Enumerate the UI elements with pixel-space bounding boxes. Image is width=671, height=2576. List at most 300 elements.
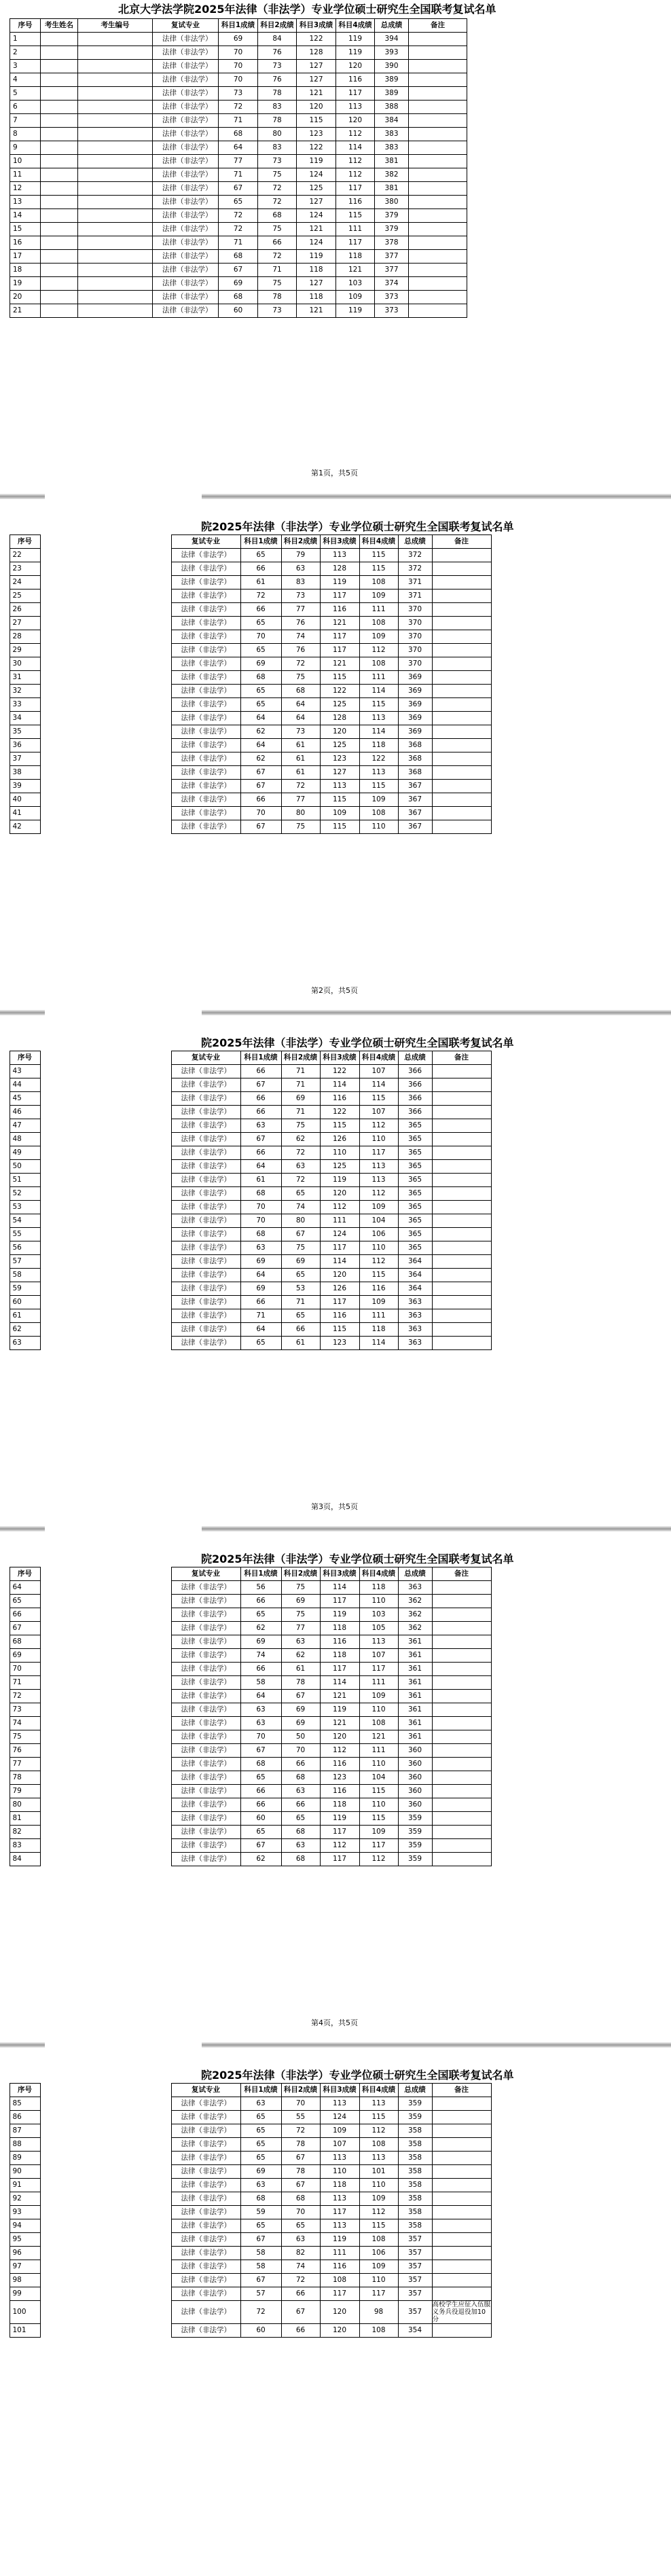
spacer [0, 1622, 10, 1635]
cell-exam-id [78, 209, 153, 223]
cell-s3: 110 [320, 1146, 359, 1160]
cell-note [432, 1146, 491, 1160]
cell-major: 法律（非法学） [171, 1595, 240, 1608]
cell-s4: 113 [359, 2152, 398, 2165]
cell-major: 法律（非法学） [171, 657, 240, 671]
cell-s4: 115 [359, 698, 398, 712]
cell-major: 法律（非法学） [153, 128, 219, 141]
separator-left [0, 494, 45, 499]
table-row [0, 644, 491, 657]
cell-s2: 73 [258, 155, 297, 168]
cell-total: 365 [398, 1214, 432, 1228]
cell-major: 法律（非法学） [171, 725, 240, 739]
cell-s1: 65 [240, 685, 281, 698]
spacer [0, 589, 10, 603]
blank-area [40, 1826, 171, 1839]
cell-seq-no: 41 [10, 807, 40, 820]
blank-area [40, 1798, 171, 1812]
cell-s1: 65 [240, 698, 281, 712]
table-row [0, 685, 491, 698]
cell-s2: 69 [281, 1092, 320, 1106]
cell-seq-no: 60 [10, 1296, 40, 1309]
cell-total: 372 [398, 562, 432, 576]
cell-s1: 61 [240, 1174, 281, 1187]
cell-s3: 113 [320, 549, 359, 562]
cell-s2: 65 [281, 1187, 320, 1201]
cell-major: 法律（非法学） [171, 1065, 240, 1078]
spacer [0, 1241, 10, 1255]
cell-exam-id [78, 60, 153, 73]
cell-note [432, 1296, 491, 1309]
cell-s2: 67 [281, 2179, 320, 2192]
page-5 [0, 2065, 671, 2576]
cell-total: 361 [398, 1730, 432, 1744]
blank-area [40, 2287, 171, 2301]
cell-s2: 71 [281, 1106, 320, 1119]
cell-s2: 75 [281, 1581, 320, 1595]
cell-s3: 126 [320, 1133, 359, 1146]
cell-major: 法律（非法学） [171, 1717, 240, 1730]
cell-seq-no: 59 [10, 1282, 40, 1296]
cell-exam-id [78, 250, 153, 264]
cell-total: 357 [398, 2233, 432, 2247]
cell-seq-no: 62 [10, 1323, 40, 1337]
score-table [0, 2083, 492, 2338]
cell-s3: 117 [320, 1853, 359, 1866]
cell-s2: 61 [281, 766, 320, 780]
spacer [0, 2287, 10, 2301]
table-row [0, 549, 491, 562]
cell-seq-no: 15 [10, 223, 41, 236]
cell-s3: 113 [320, 2219, 359, 2233]
blank-area [40, 1676, 171, 1690]
blank-area [40, 698, 171, 712]
cell-s1: 68 [240, 1187, 281, 1201]
cell-total: 357 [398, 2287, 432, 2301]
cell-total: 365 [398, 1241, 432, 1255]
cell-s4: 115 [359, 1092, 398, 1106]
cell-s4: 120 [336, 114, 375, 128]
cell-seq-no: 73 [10, 1703, 40, 1717]
table-row [0, 2324, 491, 2338]
cell-s1: 60 [219, 304, 258, 318]
cell-major: 法律（非法学） [171, 1744, 240, 1758]
table-row [10, 277, 467, 291]
cell-s1: 66 [240, 1092, 281, 1106]
table-row [10, 155, 467, 168]
spacer [0, 2084, 10, 2097]
column-header: 科目4成绩 [359, 535, 398, 549]
cell-s3: 118 [320, 1622, 359, 1635]
cell-name [41, 101, 78, 114]
cell-s3: 120 [320, 2301, 359, 2324]
cell-major: 法律（非法学） [171, 1106, 240, 1119]
cell-s4: 114 [336, 141, 375, 155]
cell-s2: 77 [281, 1622, 320, 1635]
cell-total: 365 [398, 1160, 432, 1174]
cell-s1: 58 [240, 2260, 281, 2274]
cell-seq-no: 79 [10, 1785, 40, 1798]
cell-note [432, 2206, 491, 2219]
cell-total: 370 [398, 617, 432, 630]
cell-total: 366 [398, 1106, 432, 1119]
cell-s3: 118 [320, 1798, 359, 1812]
cell-major: 法律（非法学） [153, 114, 219, 128]
cell-s2: 75 [281, 1241, 320, 1255]
cell-exam-id [78, 73, 153, 87]
cell-s4: 118 [336, 250, 375, 264]
cell-s1: 66 [240, 1065, 281, 1078]
cell-s1: 72 [219, 101, 258, 114]
table-row [0, 1065, 491, 1078]
blank-area [40, 1174, 171, 1187]
cell-s3: 109 [320, 2124, 359, 2138]
cell-s2: 77 [281, 793, 320, 807]
spacer [0, 725, 10, 739]
cell-note [409, 264, 467, 277]
cell-total: 369 [398, 671, 432, 685]
cell-note [409, 128, 467, 141]
blank-area [40, 1119, 171, 1133]
cell-total: 365 [398, 1119, 432, 1133]
score-table [10, 18, 467, 318]
cell-seq-no: 18 [10, 264, 41, 277]
cell-major: 法律（非法学） [171, 1812, 240, 1826]
blank-area [40, 712, 171, 725]
score-table [0, 534, 492, 834]
cell-s3: 108 [320, 2274, 359, 2287]
spacer [0, 2260, 10, 2274]
cell-s3: 127 [297, 277, 336, 291]
cell-seq-no: 69 [10, 1649, 40, 1663]
blank-area [40, 766, 171, 780]
cell-s2: 61 [281, 752, 320, 766]
cell-major: 法律（非法学） [171, 1771, 240, 1785]
cell-s3: 116 [320, 1309, 359, 1323]
table-row [0, 1744, 491, 1758]
column-header: 科目1成绩 [240, 535, 281, 549]
cell-major: 法律（非法学） [171, 2274, 240, 2287]
cell-total: 383 [375, 141, 409, 155]
spacer [0, 1663, 10, 1676]
cell-total: 365 [398, 1174, 432, 1187]
cell-note [432, 1771, 491, 1785]
cell-s1: 71 [219, 168, 258, 182]
table-row [0, 1703, 491, 1717]
cell-note [432, 1092, 491, 1106]
cell-note [432, 644, 491, 657]
cell-seq-no: 30 [10, 657, 40, 671]
cell-seq-no: 93 [10, 2206, 40, 2219]
cell-s1: 72 [240, 589, 281, 603]
cell-seq-no: 22 [10, 549, 40, 562]
cell-s2: 63 [281, 1839, 320, 1853]
separator-left [0, 2042, 45, 2048]
table-row [0, 1323, 491, 1337]
blank-area [40, 671, 171, 685]
cell-seq-no: 97 [10, 2260, 40, 2274]
cell-major: 法律（非法学） [171, 2192, 240, 2206]
cell-total: 360 [398, 1798, 432, 1812]
cell-seq-no: 77 [10, 1758, 40, 1771]
cell-exam-id [78, 114, 153, 128]
cell-note [432, 1758, 491, 1771]
cell-major: 法律（非法学） [171, 780, 240, 793]
cell-major: 法律（非法学） [171, 1092, 240, 1106]
cell-s4: 117 [336, 236, 375, 250]
table-row [10, 209, 467, 223]
cell-name [41, 141, 78, 155]
cell-s3: 114 [320, 1255, 359, 1269]
blank-area [40, 752, 171, 766]
cell-s3: 121 [320, 1717, 359, 1730]
cell-s4: 110 [359, 820, 398, 834]
cell-s1: 65 [240, 2111, 281, 2124]
page-title: 院2025年法律（非法学）专业学位硕士研究生全国联考复试名单 [201, 1553, 514, 1565]
cell-s3: 122 [320, 1065, 359, 1078]
cell-seq-no: 94 [10, 2219, 40, 2233]
cell-seq-no: 101 [10, 2324, 40, 2338]
cell-note [409, 250, 467, 264]
table-row [0, 1663, 491, 1676]
cell-s1: 66 [240, 1296, 281, 1309]
column-header: 科目3成绩 [320, 535, 359, 549]
table-row [10, 250, 467, 264]
cell-s1: 64 [240, 1160, 281, 1174]
spacer [0, 1065, 10, 1078]
cell-total: 358 [398, 2219, 432, 2233]
cell-s2: 75 [281, 1608, 320, 1622]
column-header: 科目4成绩 [359, 1567, 398, 1581]
cell-major: 法律（非法学） [153, 182, 219, 196]
cell-seq-no: 29 [10, 644, 40, 657]
cell-s4: 117 [359, 1663, 398, 1676]
cell-seq-no: 56 [10, 1241, 40, 1255]
cell-s4: 116 [336, 196, 375, 209]
blank-area [40, 2192, 171, 2206]
cell-s2: 72 [258, 182, 297, 196]
cell-major: 法律（非法学） [153, 223, 219, 236]
cell-s4: 115 [359, 2219, 398, 2233]
cell-name [41, 236, 78, 250]
spacer [0, 780, 10, 793]
separator-right [202, 2042, 671, 2048]
cell-note [409, 101, 467, 114]
blank-area [40, 2084, 171, 2097]
column-header: 序号 [10, 19, 41, 33]
cell-name [41, 196, 78, 209]
blank-area [40, 589, 171, 603]
table-row [0, 1337, 491, 1350]
cell-total: 379 [375, 209, 409, 223]
blank-area [40, 820, 171, 834]
cell-s4: 112 [359, 1187, 398, 1201]
cell-note [432, 1187, 491, 1201]
cell-s4: 120 [336, 60, 375, 73]
cell-s2: 78 [281, 2138, 320, 2152]
cell-note [409, 209, 467, 223]
table-row [0, 1255, 491, 1269]
cell-s2: 70 [281, 1744, 320, 1758]
cell-s4: 111 [359, 1309, 398, 1323]
cell-note [432, 1241, 491, 1255]
cell-s2: 73 [258, 304, 297, 318]
cell-note [432, 1690, 491, 1703]
cell-s3: 125 [297, 182, 336, 196]
cell-seq-no: 9 [10, 141, 41, 155]
cell-major: 法律（非法学） [171, 1174, 240, 1187]
spacer [0, 576, 10, 589]
cell-total: 370 [398, 603, 432, 617]
cell-total: 373 [375, 291, 409, 304]
table-row [0, 603, 491, 617]
column-header: 序号 [10, 535, 40, 549]
separator-right [202, 494, 671, 499]
cell-s2: 72 [281, 1174, 320, 1187]
spacer [0, 766, 10, 780]
cell-total: 358 [398, 2206, 432, 2219]
spacer [0, 1269, 10, 1282]
column-header: 科目3成绩 [320, 1567, 359, 1581]
cell-s3: 112 [320, 1201, 359, 1214]
cell-s4: 101 [359, 2165, 398, 2179]
cell-s1: 56 [240, 1581, 281, 1595]
blank-area [40, 2219, 171, 2233]
table-row [0, 1214, 491, 1228]
column-header: 科目3成绩 [320, 2084, 359, 2097]
blank-area [40, 1758, 171, 1771]
cell-s4: 109 [359, 2192, 398, 2206]
cell-seq-no: 25 [10, 589, 40, 603]
cell-s1: 60 [240, 1812, 281, 1826]
cell-seq-no: 42 [10, 820, 40, 834]
cell-s1: 70 [219, 60, 258, 73]
cell-s1: 67 [240, 766, 281, 780]
column-header: 总成绩 [398, 535, 432, 549]
spacer [0, 2324, 10, 2338]
cell-s4: 114 [359, 1337, 398, 1350]
spacer [0, 617, 10, 630]
table-row [0, 1269, 491, 1282]
cell-seq-no: 61 [10, 1309, 40, 1323]
cell-s4: 109 [359, 1690, 398, 1703]
cell-s2: 61 [281, 1663, 320, 1676]
table-row [0, 1119, 491, 1133]
cell-s1: 66 [240, 562, 281, 576]
cell-s1: 66 [240, 1785, 281, 1798]
spacer [0, 1717, 10, 1730]
cell-seq-no: 89 [10, 2152, 40, 2165]
cell-note [432, 2165, 491, 2179]
cell-seq-no: 40 [10, 793, 40, 807]
blank-area [40, 1309, 171, 1323]
cell-s4: 118 [359, 1323, 398, 1337]
blank-area [40, 535, 171, 549]
cell-s4: 115 [359, 2111, 398, 2124]
cell-s2: 66 [281, 1758, 320, 1771]
cell-note [432, 1839, 491, 1853]
cell-total: 358 [398, 2124, 432, 2138]
cell-s2: 73 [258, 60, 297, 73]
cell-major: 法律（非法学） [153, 101, 219, 114]
spacer [0, 739, 10, 752]
cell-s2: 72 [281, 2124, 320, 2138]
blank-area [40, 2097, 171, 2111]
cell-major: 法律（非法学） [171, 1228, 240, 1241]
cell-note [409, 291, 467, 304]
cell-total: 382 [375, 168, 409, 182]
blank-area [40, 2233, 171, 2247]
spacer [0, 1703, 10, 1717]
table-row [0, 576, 491, 589]
table-row [0, 1812, 491, 1826]
cell-total: 368 [398, 752, 432, 766]
cell-s1: 68 [240, 1758, 281, 1771]
cell-s4: 114 [359, 1078, 398, 1092]
cell-total: 365 [398, 1133, 432, 1146]
cell-note [432, 1309, 491, 1323]
cell-note [432, 1595, 491, 1608]
cell-seq-no: 68 [10, 1635, 40, 1649]
spacer [0, 1608, 10, 1622]
cell-s3: 119 [320, 1608, 359, 1622]
cell-major: 法律（非法学） [153, 73, 219, 87]
cell-s4: 113 [359, 1174, 398, 1187]
cell-major: 法律（非法学） [171, 603, 240, 617]
cell-total: 377 [375, 264, 409, 277]
cell-s3: 121 [297, 87, 336, 101]
table-row [0, 1296, 491, 1309]
cell-s3: 119 [297, 155, 336, 168]
cell-s1: 70 [240, 1730, 281, 1744]
blank-area [40, 1241, 171, 1255]
cell-seq-no: 5 [10, 87, 41, 101]
cell-total: 371 [398, 589, 432, 603]
cell-note [432, 1133, 491, 1146]
cell-seq-no: 74 [10, 1717, 40, 1730]
cell-major: 法律（非法学） [171, 2206, 240, 2219]
cell-major: 法律（非法学） [171, 2247, 240, 2260]
cell-note [432, 2324, 491, 2338]
cell-s1: 61 [240, 576, 281, 589]
table-row [0, 1839, 491, 1853]
cell-major: 法律（非法学） [171, 2097, 240, 2111]
cell-seq-no: 70 [10, 1663, 40, 1676]
spacer [0, 1581, 10, 1595]
cell-s3: 121 [320, 617, 359, 630]
cell-s1: 69 [240, 1255, 281, 1269]
cell-s3: 120 [320, 725, 359, 739]
table-row [10, 168, 467, 182]
cell-s3: 115 [320, 1323, 359, 1337]
spacer [0, 2274, 10, 2287]
cell-seq-no: 1 [10, 33, 41, 46]
cell-s4: 117 [359, 1146, 398, 1160]
cell-s2: 61 [281, 739, 320, 752]
cell-s2: 67 [281, 2152, 320, 2165]
table-row [10, 101, 467, 114]
cell-major: 法律（非法学） [171, 2179, 240, 2192]
cell-s4: 110 [359, 1241, 398, 1255]
cell-s4: 110 [359, 1758, 398, 1771]
spacer [0, 2206, 10, 2219]
cell-seq-no: 50 [10, 1160, 40, 1174]
cell-total: 388 [375, 101, 409, 114]
cell-s4: 112 [336, 128, 375, 141]
column-header: 备注 [432, 1567, 491, 1581]
cell-note [432, 589, 491, 603]
table-row [0, 2260, 491, 2274]
